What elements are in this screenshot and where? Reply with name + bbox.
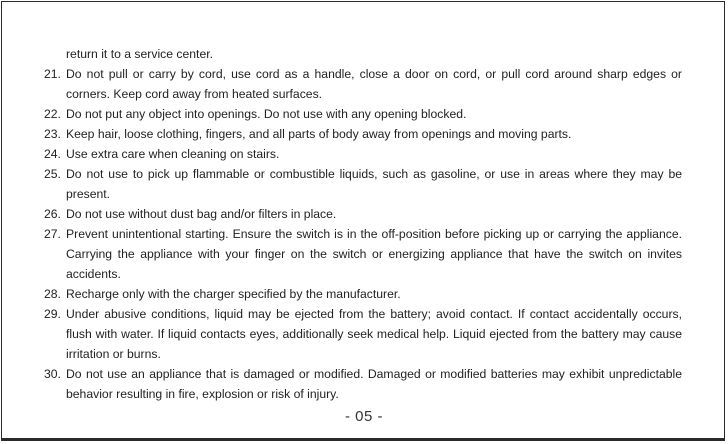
list-item xyxy=(44,144,682,164)
item-text: Do not use an appliance that is damaged or modified. Damaged or modified batteries may exhibit unpredictable behavior resulting in fire, explosion or risk of injury. xyxy=(66,367,682,401)
item-number: 25. xyxy=(44,167,61,181)
continuation-text: return it to a service center. xyxy=(66,47,213,61)
list-item xyxy=(44,64,682,104)
item-number: 23. xyxy=(44,127,61,141)
list-item xyxy=(44,104,682,124)
list-item xyxy=(44,124,682,144)
list-item xyxy=(44,224,682,284)
item-number: 22. xyxy=(44,107,61,121)
list-item xyxy=(44,204,682,224)
item-text: Do not put any object into openings. Do not use with any opening blocked. xyxy=(66,107,467,121)
item-number: 21. xyxy=(44,67,61,81)
safety-instructions-list xyxy=(44,44,682,404)
item-number: 29. xyxy=(44,307,61,321)
item-text: Prevent unintentional starting. Ensure the switch is in the off-position before picking up or carrying the appliance. Carrying the appliance with your finger on the switch or energizing appliance that have the switch on invites accidents. xyxy=(66,227,682,281)
item-text: Do not use without dust bag and/or filters in place. xyxy=(66,207,337,221)
item-number: 28. xyxy=(44,287,61,301)
item-text: Under abusive conditions, liquid may be ejected from the battery; avoid contact. If contact accidentally occurs, flush with water. If liquid contacts eyes, additionally seek medical help. Liquid ejected from the battery may cause irritation or burns. xyxy=(66,307,682,361)
list-item xyxy=(44,164,682,204)
item-text: Use extra care when cleaning on stairs. xyxy=(66,147,280,161)
item-text: Do not use to pick up flammable or combustible liquids, such as gasoline, or use in areas where they may be present. xyxy=(66,167,682,201)
item-text: Keep hair, loose clothing, fingers, and all parts of body away from openings and moving parts. xyxy=(66,127,572,141)
item-number: 26. xyxy=(44,207,61,221)
item-number: 24. xyxy=(44,147,61,161)
item-number: 27. xyxy=(44,227,61,241)
list-item xyxy=(44,304,682,364)
page-number: - 05 - xyxy=(344,408,383,425)
list-item xyxy=(44,364,682,404)
item-text: Do not pull or carry by cord, use cord as a handle, close a door on cord, or pull cord around sharp edges or corners. Keep cord away from heated surfaces. xyxy=(66,67,682,101)
item-number: 30. xyxy=(44,367,61,381)
item-text: Recharge only with the charger specified by the manufacturer. xyxy=(66,287,401,301)
list-item xyxy=(44,284,682,304)
